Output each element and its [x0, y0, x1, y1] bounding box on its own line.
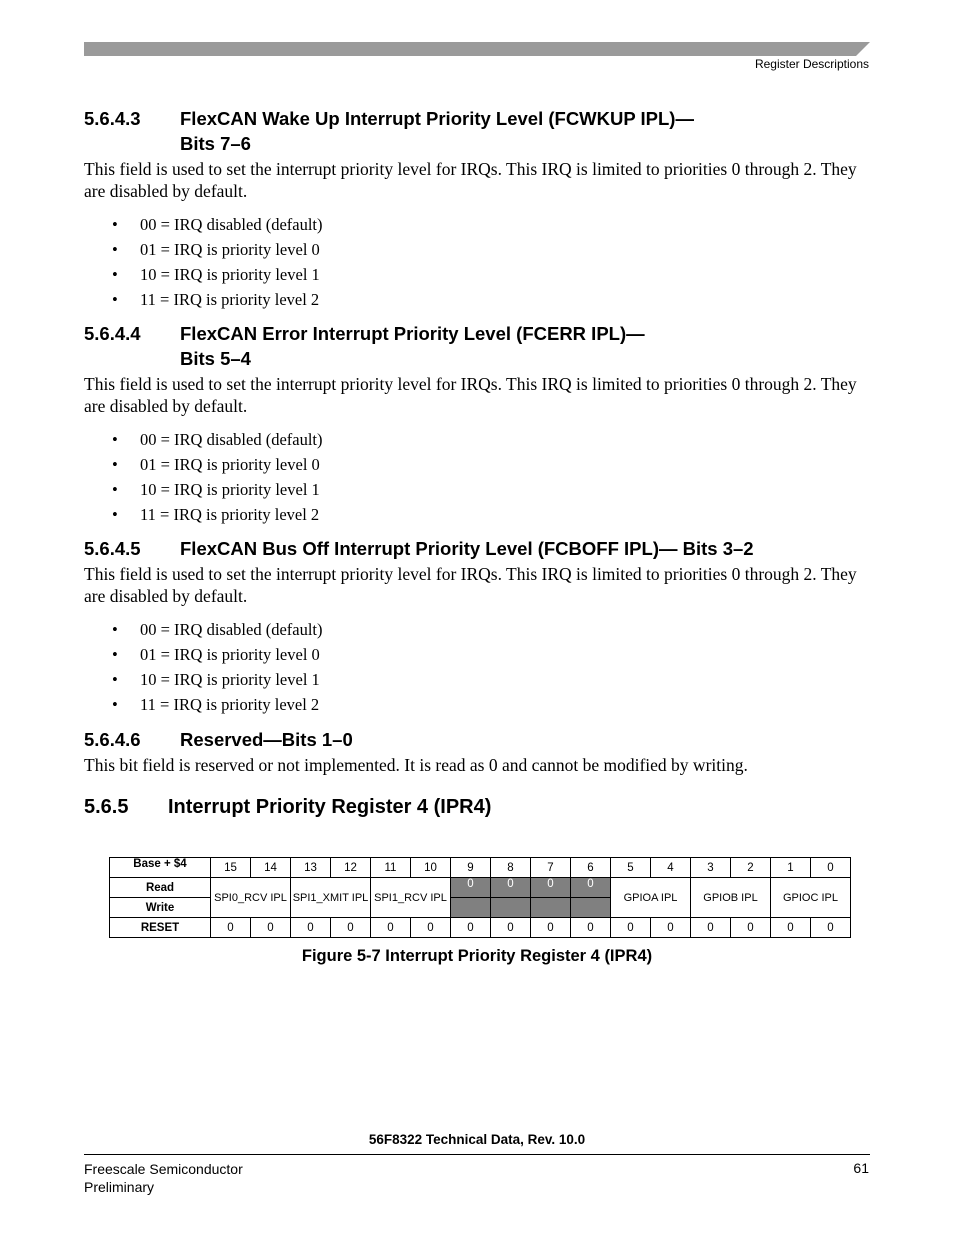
- bit-number: 15: [211, 858, 251, 878]
- reset-value: 0: [531, 918, 571, 938]
- reset-row: [110, 918, 851, 938]
- section-heading: [84, 794, 870, 820]
- list-item: • 01 = IRQ is priority level 0: [84, 237, 870, 262]
- bit-number: 3: [691, 858, 731, 878]
- bit-number: 7: [531, 858, 571, 878]
- field-spi0-rcv-ipl: SPI0_RCV IPL: [211, 878, 291, 918]
- section-title: FlexCAN Bus Off Interrupt Priority Level (FCBOFF IPL)— Bits 3–2: [180, 538, 754, 559]
- document-status: Preliminary: [84, 1179, 155, 1195]
- bit-number: 1: [771, 858, 811, 878]
- section-5-6-4-6: [84, 727, 870, 776]
- reserved-bit-read: 0: [571, 878, 611, 898]
- section-5-6-4-4: [84, 321, 870, 527]
- footer-divider: [84, 1154, 870, 1155]
- reset-value: 0: [491, 918, 531, 938]
- section-body: This bit field is reserved or not implemented. It is read as 0 and cannot be modified by writing.: [84, 755, 748, 775]
- section-title: Interrupt Priority Register 4 (IPR4): [168, 796, 492, 818]
- list-item: • 11 = IRQ is priority level 2: [84, 287, 870, 312]
- reset-value: 0: [411, 918, 451, 938]
- bit-number: 5: [611, 858, 651, 878]
- bit-number: 14: [251, 858, 291, 878]
- reserved-bit-write: [451, 898, 491, 918]
- list-item: • 11 = IRQ is priority level 2: [84, 502, 870, 527]
- reset-value: 0: [451, 918, 491, 938]
- base-address-label: Base + $4: [110, 858, 211, 878]
- section-heading: [84, 321, 870, 371]
- bullet-list: [84, 617, 870, 717]
- section-body: This field is used to set the interrupt priority level for IRQs. This IRQ is limited to priorities 0 through 2. They are disabled by default.: [84, 159, 857, 201]
- page-number: 61: [853, 1160, 869, 1176]
- field-spi1-xmit-ipl: SPI1_XMIT IPL: [291, 878, 371, 918]
- reset-value: 0: [251, 918, 291, 938]
- bit-number: 0: [811, 858, 851, 878]
- section-number: 5.6.4.6: [84, 729, 141, 750]
- reserved-bit-write: [531, 898, 571, 918]
- section-body: This field is used to set the interrupt priority level for IRQs. This IRQ is limited to priorities 0 through 2. They are disabled by default.: [84, 374, 857, 416]
- section-title: FlexCAN Wake Up Interrupt Priority Level (FCWKUP IPL)—: [180, 108, 694, 129]
- reset-value: 0: [651, 918, 691, 938]
- section-heading: [84, 727, 870, 752]
- section-title: FlexCAN Error Interrupt Priority Level (FCERR IPL)—: [180, 323, 645, 344]
- section-body: This field is used to set the interrupt priority level for IRQs. This IRQ is limited to priorities 0 through 2. They are disabled by default.: [84, 564, 857, 606]
- footer-left: [84, 1160, 243, 1196]
- reserved-bit-read: 0: [531, 878, 571, 898]
- reset-label: RESET: [110, 918, 211, 938]
- list-item: • 00 = IRQ disabled (default): [84, 212, 870, 237]
- section-5-6-5: [84, 794, 870, 820]
- bit-number: 13: [291, 858, 331, 878]
- bit-number: 4: [651, 858, 691, 878]
- bit-number-row: [110, 858, 851, 878]
- reset-value: 0: [611, 918, 651, 938]
- list-item: • 01 = IRQ is priority level 0: [84, 642, 870, 667]
- header-bar: [84, 42, 870, 56]
- section-5-6-4-3: [84, 106, 870, 312]
- reserved-bit-write: [571, 898, 611, 918]
- bit-number: 11: [371, 858, 411, 878]
- section-5-6-4-5: [84, 536, 870, 717]
- register-diagram: [109, 857, 851, 938]
- bullet-list: [84, 212, 870, 312]
- list-item: • 00 = IRQ disabled (default): [84, 617, 870, 642]
- read-label: Read: [110, 878, 211, 898]
- reset-value: 0: [331, 918, 371, 938]
- bit-number: 6: [571, 858, 611, 878]
- bit-number: 8: [491, 858, 531, 878]
- reserved-bit-read: 0: [451, 878, 491, 898]
- reset-value: 0: [371, 918, 411, 938]
- reset-value: 0: [291, 918, 331, 938]
- reset-value: 0: [691, 918, 731, 938]
- bit-number: 9: [451, 858, 491, 878]
- running-header: Register Descriptions: [754, 57, 869, 71]
- section-title-cont: Bits 7–6: [180, 133, 251, 154]
- field-gpiob-ipl: GPIOB IPL: [691, 878, 771, 918]
- list-item: • 01 = IRQ is priority level 0: [84, 452, 870, 477]
- write-label: Write: [110, 898, 211, 918]
- company-name: Freescale Semiconductor: [84, 1161, 243, 1177]
- list-item: • 10 = IRQ is priority level 1: [84, 262, 870, 287]
- field-gpioa-ipl: GPIOA IPL: [611, 878, 691, 918]
- bit-number: 2: [731, 858, 771, 878]
- reserved-bit-write: [491, 898, 531, 918]
- page-content: [84, 106, 870, 820]
- field-gpioc-ipl: GPIOC IPL: [771, 878, 851, 918]
- section-heading: [84, 536, 870, 561]
- section-title-cont: Bits 5–4: [180, 348, 251, 369]
- section-number: 5.6.4.5: [84, 538, 141, 559]
- section-title: Reserved—Bits 1–0: [180, 729, 353, 750]
- list-item: • 00 = IRQ disabled (default): [84, 427, 870, 452]
- bit-number: 12: [331, 858, 371, 878]
- reset-value: 0: [731, 918, 771, 938]
- list-item: • 11 = IRQ is priority level 2: [84, 692, 870, 717]
- section-heading: [84, 106, 870, 156]
- read-row: [110, 878, 851, 898]
- section-number: 5.6.5: [84, 796, 129, 818]
- section-number: 5.6.4.4: [84, 323, 141, 344]
- reset-value: 0: [811, 918, 851, 938]
- figure-caption: Figure 5-7 Interrupt Priority Register 4 (IPR4): [301, 947, 653, 965]
- field-spi1-rcv-ipl: SPI1_RCV IPL: [371, 878, 451, 918]
- list-item: • 10 = IRQ is priority level 1: [84, 477, 870, 502]
- reset-value: 0: [771, 918, 811, 938]
- list-item: • 10 = IRQ is priority level 1: [84, 667, 870, 692]
- reserved-bit-read: 0: [491, 878, 531, 898]
- reset-value: 0: [211, 918, 251, 938]
- section-number: 5.6.4.3: [84, 108, 141, 129]
- reset-value: 0: [571, 918, 611, 938]
- document-title: 56F8322 Technical Data, Rev. 10.0: [368, 1132, 586, 1147]
- bullet-list: [84, 427, 870, 527]
- bit-number: 10: [411, 858, 451, 878]
